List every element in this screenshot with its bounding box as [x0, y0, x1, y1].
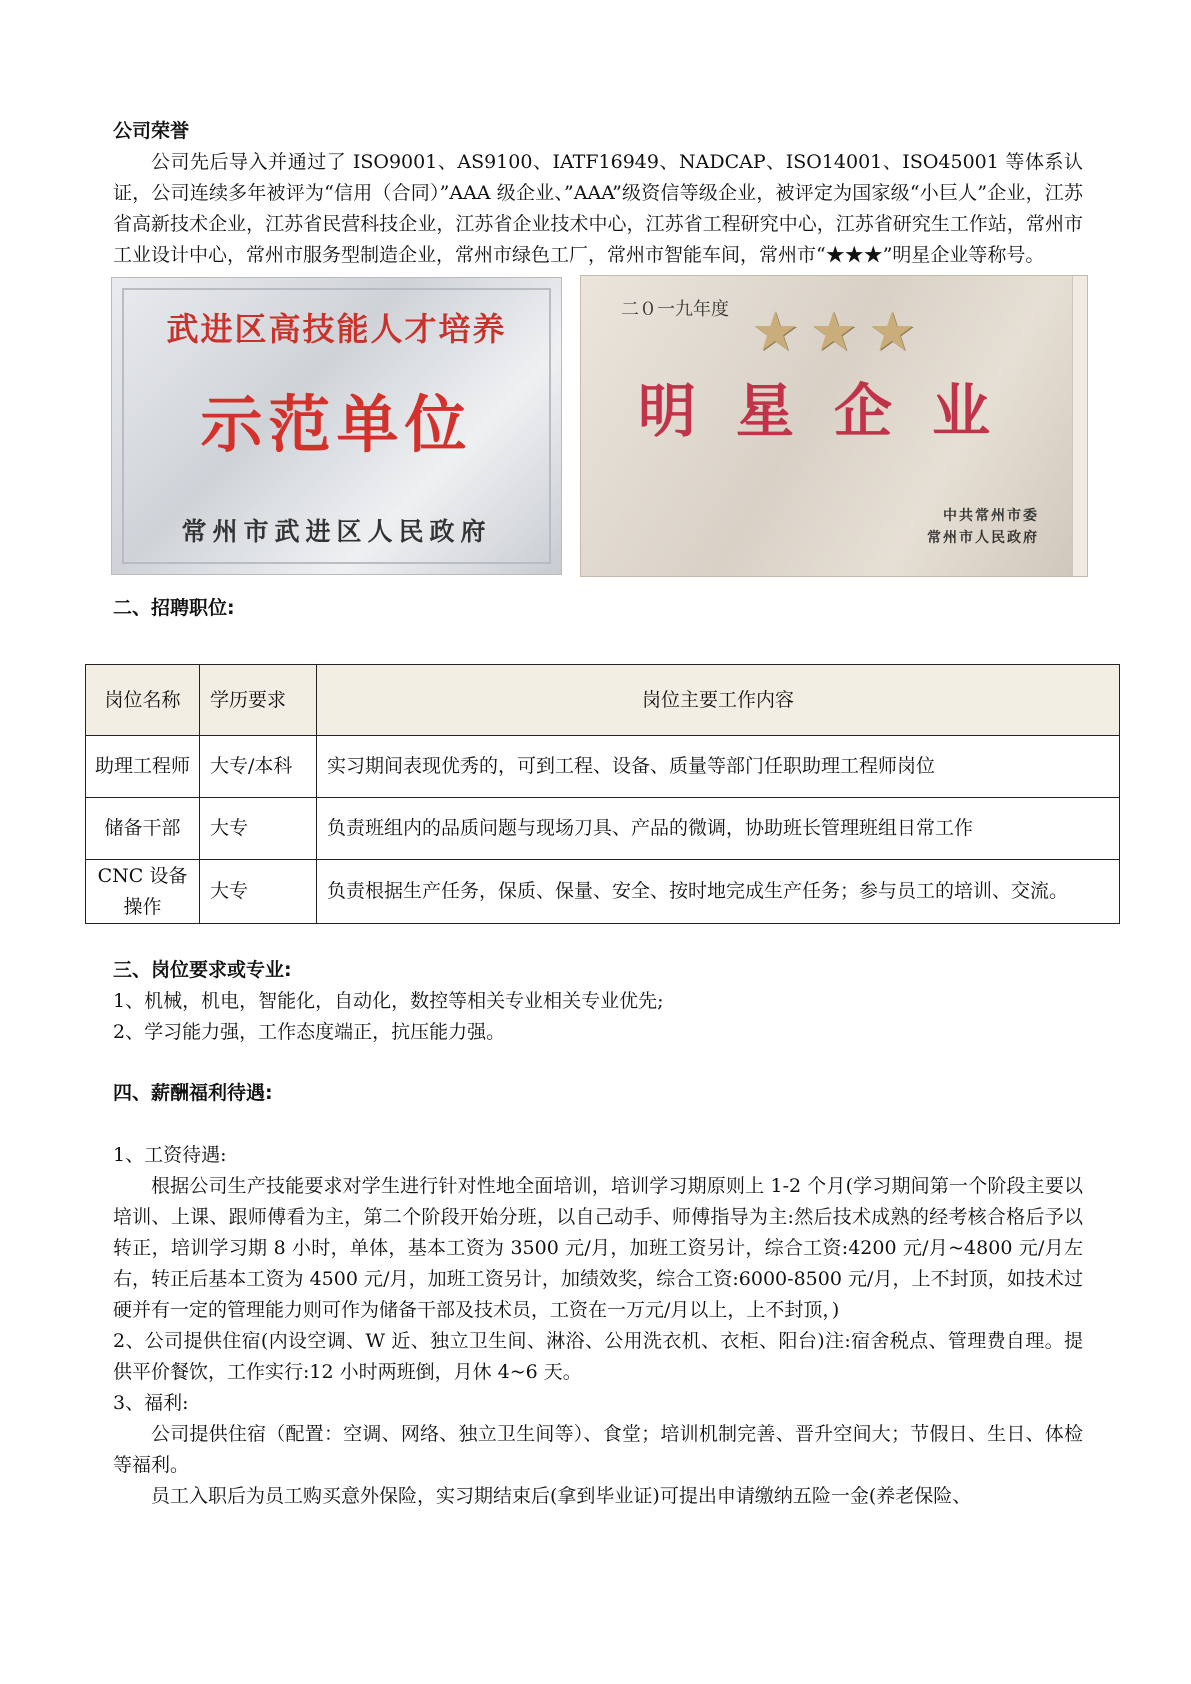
table-cell: 负责班组内的品质问题与现场刀具、产品的微调，协助班长管理班组日常工作 [317, 798, 1120, 860]
table-cell: 大专/本科 [200, 736, 317, 798]
table-header: 岗位主要工作内容 [317, 665, 1120, 736]
table-row [86, 798, 1120, 860]
table-cell: 实习期间表现优秀的，可到工程、设备、质量等部门任职助理工程师岗位 [317, 736, 1120, 798]
plaque-photo-star-enterprise [580, 275, 1088, 577]
honors-paragraph: 公司先后导入并通过了 ISO9001、AS9100、IATF16949、NADCAP、ISO14001、ISO45001 等体系认证，公司连续多年被评为“信用（合同）”AAA 级企业、”AAA”级资信等级企业，被评定为国家级“小巨人”企业，江苏省高新技术企业，江苏省民营科技企业，江苏省企业技术中心，江苏省工程研究中心，江苏省研究生工作站，常州市工业设计中心，常州市服务型制造企业，常州市绿色工厂，常州市智能车间，常州市“★★★”明星企业等称号。 [113, 151, 1083, 266]
table-header: 岗位名称 [86, 665, 200, 736]
salary-heading: 1、工资待遇: [113, 1144, 227, 1166]
honors-title: 公司荣誉 [113, 120, 190, 142]
table-cell: CNC 设备操作 [86, 860, 200, 924]
table-cell: 负责根据生产任务，保质、保量、安全、按时地完成生产任务；参与员工的培训、交流。 [317, 860, 1120, 924]
table-row [86, 736, 1120, 798]
plaque-photo-training-unit [111, 277, 562, 575]
requirements-title: 三、岗位要求或专业: [113, 959, 292, 981]
table-cell: 大专 [200, 860, 317, 924]
salary-paragraph: 根据公司生产技能要求对学生进行针对性地全面培训，培训学习期原则上 1-2 个月(学习期间第一个阶段主要以培训、上课、跟师傅看为主，第二个阶段开始分班，以自己动手、师傅指导为主:然后技术成熟的经考核合格后予以转正，培训学习期 8 小时，单体，基本工资为 3500 元/月，加班工资另计，综合工资:4200 元/月~4800 元/月左右，转正后基本工资为 4500 元/月，加班工资另计，加绩效奖，综合工资:6000-8500 元/月，上不封顶，如技术过硬并有一定的管理能力则可作为储备干部及技术员，工资在一万元/月以上，上不封顶，) [113, 1175, 1083, 1321]
plaque1-line2: 示范单位 [200, 388, 473, 461]
positions-table [85, 664, 1120, 924]
insurance-paragraph: 员工入职后为员工购买意外保险，实习期结束后(拿到毕业证)可提出申请缴纳五险一金(养老保险、 [151, 1485, 972, 1507]
plaque2-org2: 常州市人民政府 [927, 530, 1039, 546]
plaque1-line1: 武进区高技能人才培养 [166, 310, 507, 348]
plaque2-name: 明星企业 [637, 377, 1030, 445]
table-cell: 大专 [200, 798, 317, 860]
welfare-paragraph: 公司提供住宿（配置：空调、网络、独立卫生间等）、食堂；培训机制完善、晋升空间大；节假日、生日、体检等福利。 [113, 1423, 1083, 1476]
table-cell: 储备干部 [86, 798, 200, 860]
star-icon: ★★★ [751, 300, 927, 363]
plaque1-line3: 常州市武进区人民政府 [181, 517, 492, 546]
table-row [86, 860, 1120, 924]
housing-paragraph: 2、公司提供住宿(内设空调、W 近、独立卫生间、淋浴、公用洗衣机、衣柜、阳台)注:宿舍税点、管理费自理。提供平价餐饮，工作实行:12 小时两班倒，月休 4~6 天。 [113, 1330, 1083, 1383]
requirement-item: 1、机械，机电，智能化，自动化，数控等相关专业相关专业优先; [113, 990, 664, 1012]
positions-title: 二、招聘职位: [113, 597, 235, 619]
honor-photos [113, 277, 1083, 577]
honors-section [113, 116, 1083, 624]
lower-sections [113, 955, 1083, 1512]
table-cell: 助理工程师 [86, 736, 200, 798]
plaque2-year: 二０一九年度 [621, 299, 729, 320]
welfare-heading: 3、福利: [113, 1392, 189, 1414]
plaque2-org1: 中共常州市委 [943, 508, 1039, 524]
table-header-row [86, 665, 1120, 736]
table-header: 学历要求 [200, 665, 317, 736]
benefits-title: 四、薪酬福利待遇: [113, 1082, 273, 1104]
requirement-item: 2、学习能力强，工作态度端正，抗压能力强。 [113, 1021, 506, 1043]
